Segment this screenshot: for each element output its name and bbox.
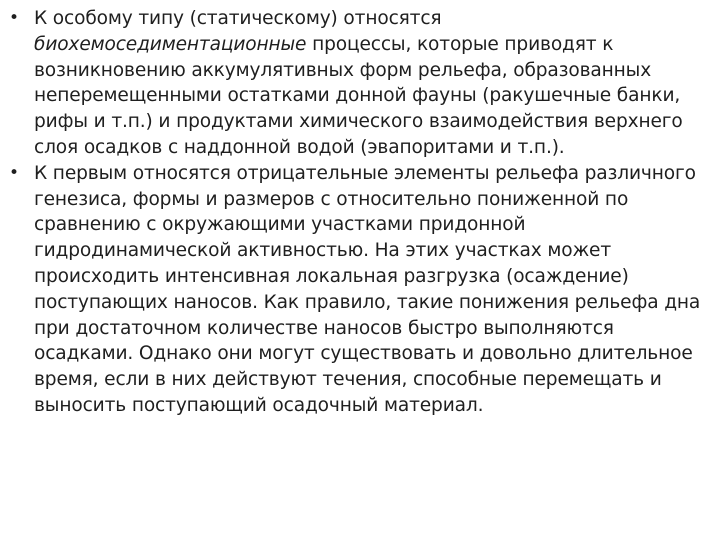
bullet-text-suffix: процессы, которые приводят к возникновению аккумулятивных форм рельефа, образованных неперемещенными остатками донной фауны (ракушечные банки, рифы и т.п.) и продуктами химического взаимодействия верхнего слоя осадков с наддонной водой (эвапоритами и т.п.). <box>34 33 683 158</box>
bullet-text-prefix: К особому типу (статическому) относятся <box>34 8 442 29</box>
bullet-marker: • <box>9 8 19 28</box>
bullet-text: К первым относятся отрицательные элементы рельефа различного генезиса, формы и размеров с относительно пониженной по сравнению с окружающими участками придонной гидродинамической активностью. На этих участках может происходить интенсивная локальная разгрузка (осаждение) поступающих наносов. Как правило, такие понижения рельефа дна при достаточном количестве наносов быстро выполняются осадками. Однако они могут существовать и довольно длительное время, если в них действуют течения, способные перемещать и выносить поступающий осадочный материал. <box>34 162 701 416</box>
bullet-item-negative-relief <box>9 161 716 419</box>
bullet-text-emphasis: биохемоседиментационные <box>34 33 307 55</box>
bullet-marker: • <box>9 162 19 183</box>
bullet-item-static-processes <box>9 6 716 161</box>
bullet-list <box>9 6 716 419</box>
